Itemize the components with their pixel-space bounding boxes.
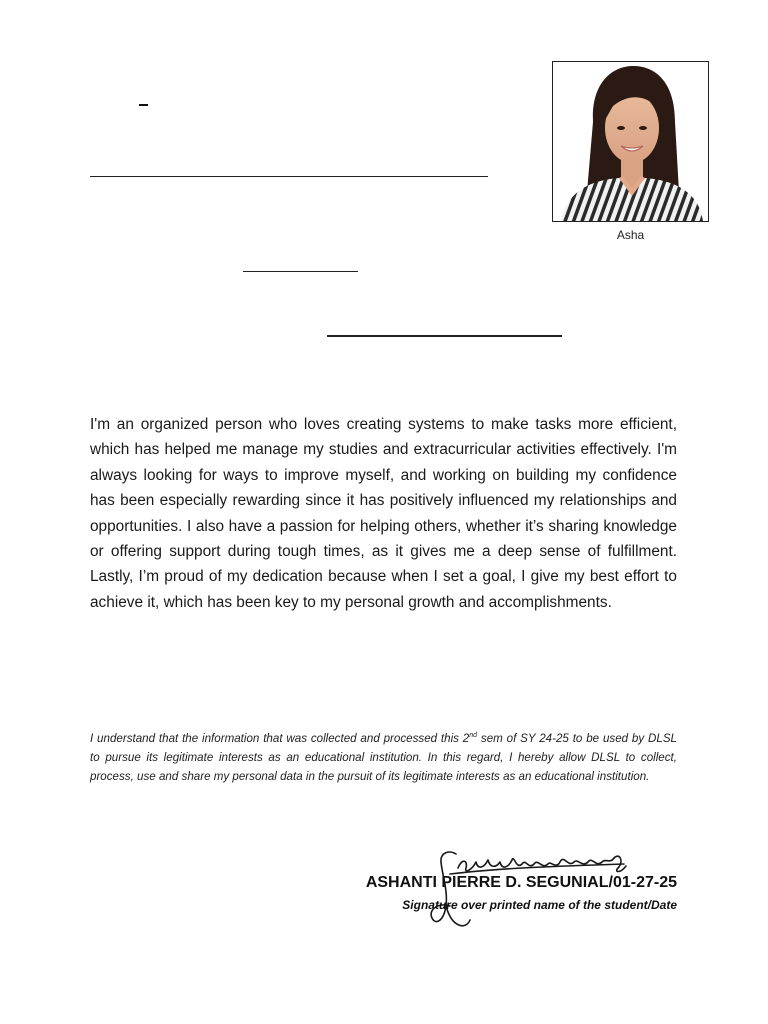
printed-name-date: ASHANTI PIERRE D. SEGUNIAL/01-27-25 <box>365 874 677 891</box>
consent-text-end: sem of SY 24-25 to be used by DLSL to pursue its legitimate interests as an educational institution. In this regard, I hereby allow DLSL to collect, process, use and share my personal data in the pursuit of its legitimate interests as an educational institution. <box>90 732 678 783</box>
header-dash <box>139 104 148 106</box>
consent-superscript: nd <box>469 732 478 740</box>
blank-line-short <box>243 271 358 272</box>
consent-text-start: I understand that the information that was collected and processed this 2 <box>90 732 470 745</box>
blank-line-medium <box>327 335 562 337</box>
essay-paragraph: I'm an organized person who loves creating systems to make tasks more efficient, which has helped me manage my studies and extracurricular activities effectively. I'm always looking for ways to improve myself, and working on building my confidence has been especially rewarding since it has positively influenced my relationships and opportunities. I also have a passion for helping others, whether it’s sharing knowledge or offering support during tough times, as it gives me a deep sense of fulfillment. Lastly, I’m proud of my dedication because when I set a goal, I give my best effort to achieve it, which has been key to my personal growth and accomplishments. <box>90 416 677 611</box>
consent-statement <box>90 729 677 786</box>
signature-caption: Signature over printed name of the student/Date <box>402 898 677 912</box>
portrait-image <box>553 62 708 221</box>
student-photo <box>552 61 709 222</box>
photo-caption: Asha <box>616 228 645 242</box>
blank-line-name <box>90 176 488 177</box>
